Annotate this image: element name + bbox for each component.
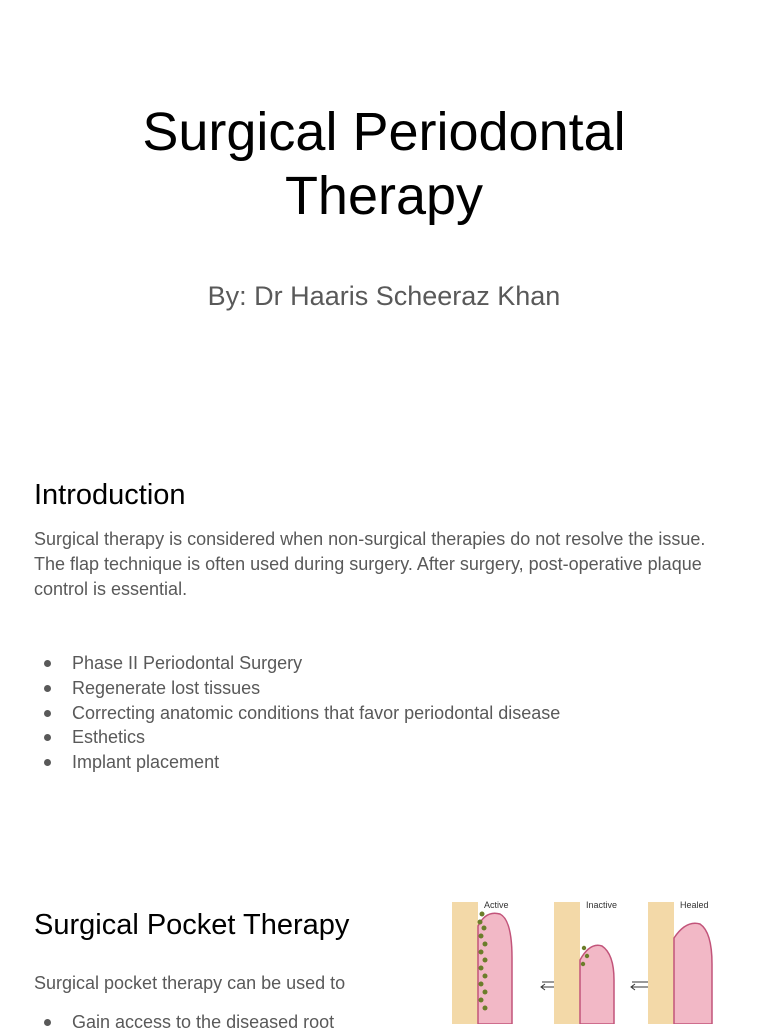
intro-paragraph: Surgical therapy is considered when non-surgical therapies do not resolve the issue. The flap technique is often used during surgery. After surgery, post-operative plaque control is essential. — [34, 529, 706, 599]
bullet-list — [34, 651, 560, 775]
list-item: Correcting anatomic conditions that favor periodontal disease — [34, 701, 560, 726]
pocket-therapy-slide — [0, 860, 768, 1032]
pocket-stages-diagram — [450, 898, 730, 1024]
introduction-slide — [0, 430, 768, 810]
title-slide — [0, 0, 768, 400]
title-line-2: Therapy — [284, 166, 484, 226]
gingiva-healed — [674, 923, 712, 1024]
section-heading: Surgical Pocket Therapy — [34, 909, 350, 941]
panel-label: Inactive — [586, 900, 618, 910]
slide-title — [0, 100, 768, 228]
list-item: Implant placement — [34, 750, 560, 775]
list-item: Phase II Periodontal Surgery — [34, 651, 560, 676]
author-byline: By: Dr Haaris Scheeraz Khan — [207, 281, 561, 311]
list-item: Regenerate lost tissues — [34, 676, 560, 701]
bullet-list — [34, 1010, 414, 1035]
panel-label: Active — [484, 900, 509, 910]
pocket-paragraph: Surgical pocket therapy can be used to — [34, 973, 346, 993]
tooth-root — [648, 902, 674, 1024]
list-item: Esthetics — [34, 725, 560, 750]
section-heading: Introduction — [34, 479, 186, 511]
list-item: Gain access to the diseased root — [34, 1010, 414, 1035]
title-line-1: Surgical Periodontal — [142, 102, 626, 162]
tooth-root — [554, 902, 580, 1024]
panel-label: Healed — [680, 900, 709, 910]
tooth-root — [452, 902, 478, 1024]
